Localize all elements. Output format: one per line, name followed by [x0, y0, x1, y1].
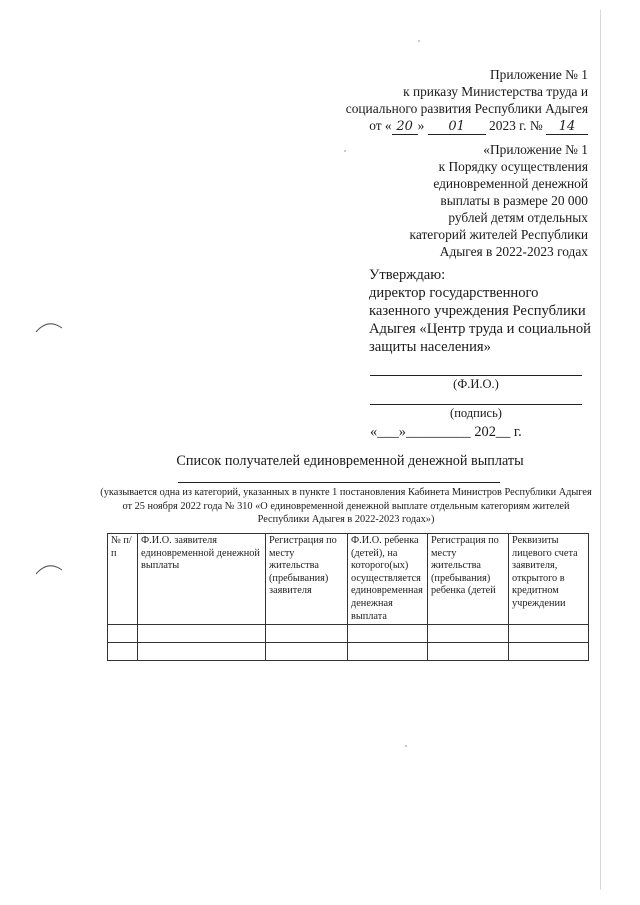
header-cell-child-registration: Регистрация по месту жительства (пребывания) ребенка (детей: [428, 534, 509, 625]
procedure-line: Адыгея в 2022-2023 годах: [439, 244, 588, 259]
procedure-appendix-block: [410, 141, 588, 260]
recipients-table: [107, 533, 589, 661]
procedure-line: «Приложение № 1: [483, 142, 588, 157]
table-cell[interactable]: [348, 625, 428, 643]
approval-block: [369, 266, 591, 356]
table-cell[interactable]: [108, 643, 138, 661]
approval-line: Утверждаю:: [369, 267, 446, 283]
date-year-number: 2023 г. №: [489, 118, 543, 133]
table-cell[interactable]: [348, 643, 428, 661]
scan-speck: [418, 40, 420, 42]
page-edge-line: [600, 10, 601, 890]
table-row: [108, 625, 589, 643]
table-cell[interactable]: [428, 643, 509, 661]
header-cell-child-name: Ф.И.О. ребенка (детей), на которого(ых) осуществляется единовременная денежная выплата: [348, 534, 428, 625]
approval-line: Адыгея «Центр труда и социальной: [369, 321, 591, 337]
header-cell-number: № п/п: [108, 534, 138, 625]
table-cell[interactable]: [509, 643, 589, 661]
sign-caption: (подпись): [450, 406, 502, 420]
header-cell-applicant-registration: Регистрация по месту жительства (пребывания) заявителя: [266, 534, 348, 625]
category-note: (указывается одна из категорий, указанных в пункте 1 постановления Кабинета Министров Республики Адыгея от 25 ноября 2022 года № 310 «О единовременной денежной выплате отдельным категориям жителей Республики Адыгея в 2022-2023 годах»): [100, 487, 592, 525]
category-fill-line: [178, 482, 500, 483]
table-cell[interactable]: [108, 625, 138, 643]
procedure-line: единовременной денежной: [433, 176, 588, 191]
table-cell[interactable]: [266, 643, 348, 661]
table-header-row: [108, 534, 589, 625]
appendix-title: Приложение № 1: [489, 67, 588, 82]
table-cell[interactable]: [266, 625, 348, 643]
fio-signature-line: [370, 375, 582, 376]
scan-speck: [405, 745, 407, 747]
procedure-line: категорий жителей Республики: [409, 227, 588, 242]
appendix-ministry: социального развития Республики Адыгея: [345, 101, 588, 116]
procedure-line: к Порядку осуществления: [438, 159, 588, 174]
scan-speck: [344, 150, 346, 152]
header-cell-applicant-name: Ф.И.О. заявителя единовременной денежной выплаты: [138, 534, 266, 625]
procedure-line: рублей детям отдельных: [448, 210, 588, 225]
date-prefix: от «: [369, 118, 392, 133]
order-appendix-block: [346, 66, 588, 135]
table-cell[interactable]: [428, 625, 509, 643]
sign-signature-line: [370, 404, 582, 405]
table-cell[interactable]: [138, 625, 266, 643]
approval-line: казенного учреждения Республики: [369, 303, 586, 319]
table-row: [108, 643, 589, 661]
appendix-date-line: [346, 117, 588, 135]
appendix-order-ref: к приказу Министерства труда и: [403, 84, 588, 99]
approval-line: защиты населения»: [369, 339, 491, 355]
date-mid: »: [417, 118, 425, 133]
document-title: Список получателей единовременной денежной выплаты: [176, 453, 524, 469]
binding-hole-mark: [34, 318, 64, 334]
procedure-line: выплаты в размере 20 000: [440, 193, 588, 208]
table-cell[interactable]: [138, 643, 266, 661]
handwritten-order-number: 14: [546, 120, 588, 135]
fio-caption: (Ф.И.О.): [453, 377, 499, 391]
binding-hole-mark: [34, 560, 64, 576]
approval-line: директор государственного: [369, 285, 539, 301]
handwritten-month: 01: [428, 120, 486, 135]
table-cell[interactable]: [509, 625, 589, 643]
header-cell-account-details: Реквизиты лицевого счета заявителя, открытого в кредитном учреждении: [509, 534, 589, 625]
approval-date-line: «___»_________ 202__ г.: [370, 424, 522, 440]
handwritten-day: 20: [392, 120, 418, 135]
